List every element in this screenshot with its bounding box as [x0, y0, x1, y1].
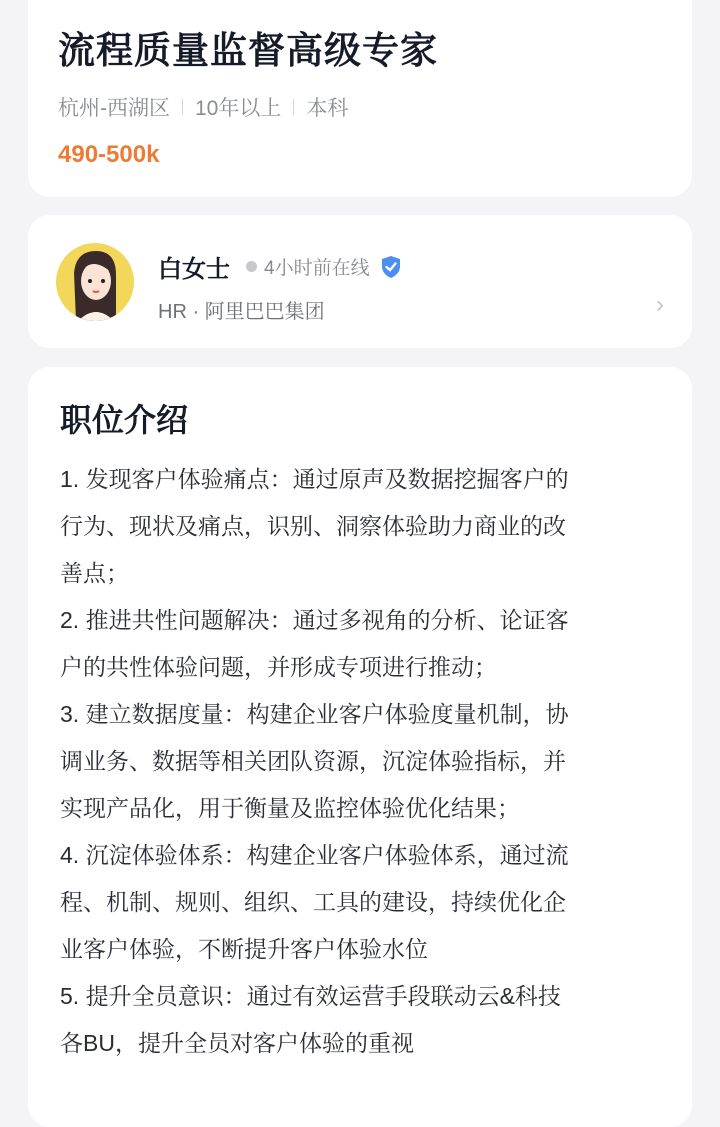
job-description: [60, 456, 569, 1067]
section-title: 职位介绍: [60, 402, 189, 438]
hr-company: HR · 阿里巴巴集团: [158, 301, 325, 323]
chevron-right-icon[interactable]: ›: [656, 291, 664, 318]
job-header-card: [28, 0, 692, 197]
desc-line: 各BU，提升全员对客户体验的重视: [60, 1030, 414, 1056]
job-experience: 10年以上: [195, 97, 282, 120]
avatar[interactable]: [56, 243, 134, 321]
job-title: 流程质量监督高级专家: [58, 30, 438, 71]
desc-line: 4. 沉淀体验体系：构建企业客户体验体系，通过流: [60, 842, 569, 868]
hr-card[interactable]: [28, 215, 692, 348]
desc-line: 1. 发现客户体验痛点：通过原声及数据挖掘客户的: [60, 466, 569, 492]
desc-line: 3. 建立数据度量：构建企业客户体验度量机制，协: [60, 701, 569, 727]
divider: [293, 99, 294, 115]
desc-line: 业客户体验，不断提升客户体验水位: [60, 936, 428, 962]
desc-line: 户的共性体验问题，并形成专项进行推动；: [60, 654, 497, 680]
desc-line: 调业务、数据等相关团队资源，沉淀体验指标，并: [60, 748, 566, 774]
job-education: 本科: [306, 97, 349, 120]
desc-line: 5. 提升全员意识：通过有效运营手段联动云&科技: [60, 983, 561, 1009]
desc-line: 实现产品化，用于衡量及监控体验优化结果；: [60, 795, 520, 821]
job-description-card: [28, 367, 692, 1127]
job-salary: 490-500k: [58, 141, 160, 168]
desc-line: 程、机制、规则、组织、工具的建设，持续优化企: [60, 889, 566, 915]
divider: [182, 99, 183, 115]
hr-name-row: [158, 249, 402, 284]
desc-line: 2. 推进共性问题解决：通过多视角的分析、论证客: [60, 607, 569, 633]
desc-line: 善点；: [60, 560, 129, 586]
desc-line: 行为、现状及痛点，识别、洞察体验助力商业的改: [60, 513, 566, 539]
job-location: 杭州-西湖区: [58, 97, 170, 120]
job-meta: [58, 92, 348, 122]
hr-name: 白女士: [158, 256, 230, 283]
verified-shield-icon: [380, 255, 402, 279]
hr-online-status: 4小时前在线: [264, 258, 370, 279]
online-status-dot-icon: [246, 261, 257, 272]
